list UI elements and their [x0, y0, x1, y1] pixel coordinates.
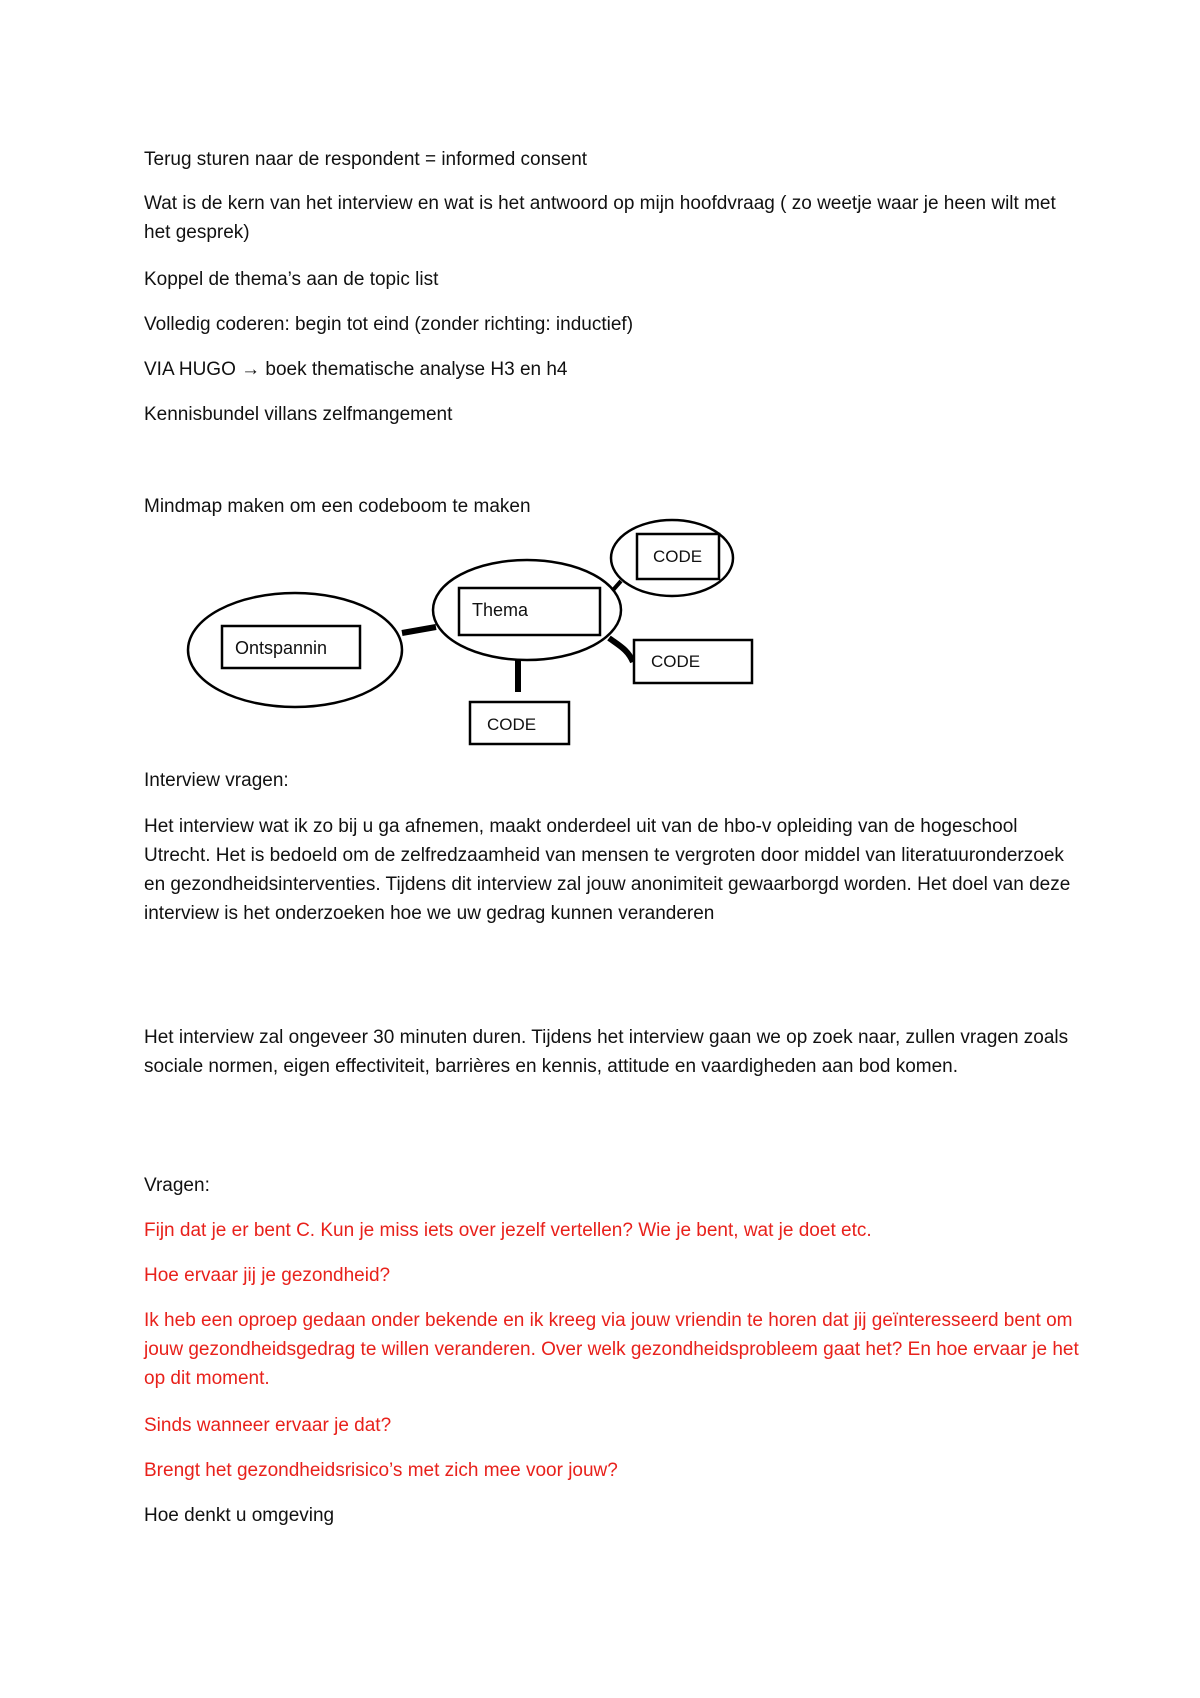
mindmap-left-label: Ontspannin — [235, 638, 328, 658]
question-1: Fijn dat je er bent C. Kun je miss iets over jezelf vertellen? Wie je bent, wat je doet etc. — [144, 1220, 872, 1241]
mindmap-center-label: Thema — [472, 600, 529, 620]
note-mindmap-intro: Mindmap maken om een codeboom te maken — [144, 496, 531, 517]
interview-intro-1: Het interview wat ik zo bij u ga afnemen, maakt onderdeel uit van de hbo-v opleiding van de hogeschool Utrecht. Het is bedoeld om de zelfredzaamheid van mensen te vergroten door middel van literatuuronderzoek en gezondheidsinterventies. Tijdens dit interview zal jouw anonimiteit gewaarborgd worden. Het doel van deze interview is het onderzoeken hoe we uw gedrag kunnen veranderen — [144, 816, 1071, 924]
note-full-coding: Volledig coderen: begin tot eind (zonder richting: inductief) — [144, 314, 634, 335]
mindmap-top-right-label: CODE — [653, 547, 703, 566]
questions-heading: Vragen: — [144, 1175, 210, 1196]
note-informed-consent: Terug sturen naar de respondent = informed consent — [144, 149, 588, 170]
mindmap-bottom-label: CODE — [487, 715, 537, 734]
question-2: Hoe ervaar jij je gezondheid? — [144, 1265, 391, 1286]
interview-intro-2: Het interview zal ongeveer 30 minuten duren. Tijdens het interview gaan we op zoek naar, zullen vragen zoals sociale normen, eigen effectiviteit, barrières en kennis, attitude en vaardigheden aan bod komen. — [144, 1027, 1069, 1077]
note-via-hugo-label: VIA HUGO — [144, 359, 236, 380]
question-5: Brengt het gezondheidsrisico’s met zich mee voor jouw? — [144, 1460, 618, 1481]
question-6: Hoe denkt u omgeving — [144, 1505, 335, 1526]
note-knowledge-bundle: Kennisbundel villans zelfmangement — [144, 404, 453, 425]
question-3: Ik heb een oproep gedaan onder bekende en ik kreeg via jouw vriendin te horen dat jij geïnteresseerd bent om jouw gezondheidsgedrag te willen veranderen. Over welk gezondheidsprobleem gaat het? En hoe ervaar je het op dit moment. — [144, 1310, 1079, 1389]
question-4: Sinds wanneer ervaar je dat? — [144, 1415, 392, 1436]
note-themes-topic-list: Koppel de thema’s aan de topic list — [144, 269, 439, 290]
arrow-right-icon: → — [241, 359, 261, 380]
interview-heading: Interview vragen: — [144, 770, 289, 791]
note-interview-core: Wat is de kern van het interview en wat is het antwoord op mijn hoofdvraag ( zo weetje waar je heen wilt met het gesprek) — [144, 193, 1056, 243]
note-book-reference: boek thematische analyse H3 en h4 — [265, 359, 568, 380]
mindmap-right-label: CODE — [651, 652, 701, 671]
mindmap-diagram — [0, 0, 1200, 760]
connector-left-to-theme — [402, 627, 436, 633]
connector-theme-to-right-code — [609, 638, 633, 662]
